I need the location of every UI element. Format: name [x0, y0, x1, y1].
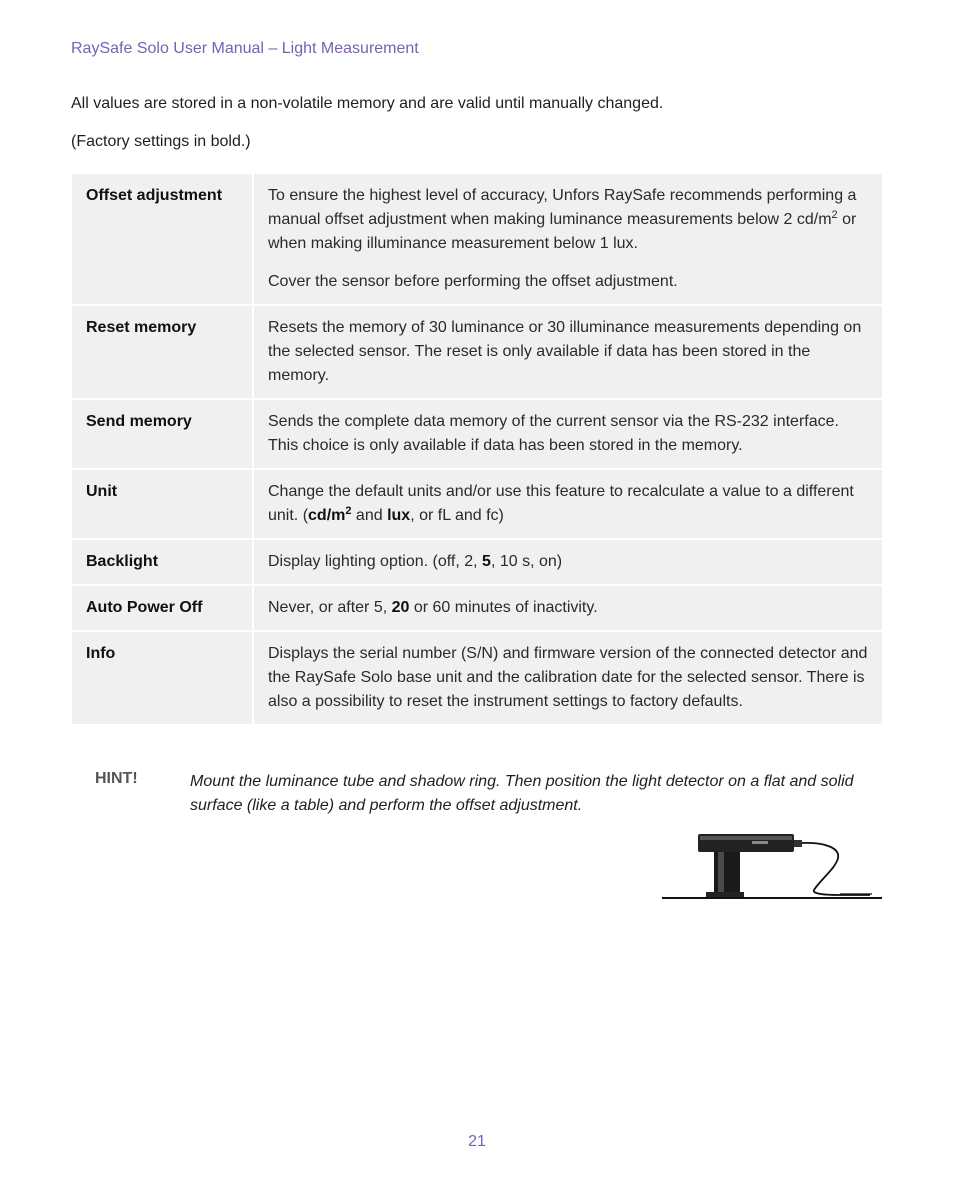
hint-text: Mount the luminance tube and shadow ring. Then position the light detector on a flat and solid surface (like a table) and perform the offset adjustment. — [190, 773, 854, 814]
unit-bold-cdm: cd/m — [308, 507, 346, 524]
offset-paragraph-2: Cover the sensor before performing the offset adjustment. — [268, 273, 678, 290]
unit-text-1: Change the default units and/or use this feature to recalculate a value to a different unit. ( — [268, 483, 854, 524]
table-row — [72, 174, 882, 306]
setting-label-info: Info — [72, 632, 254, 726]
backlight-text-1: Display lighting option. (off, 2, — [268, 553, 483, 570]
settings-table — [72, 174, 882, 726]
backlight-text-2: , 10 s, on) — [490, 553, 563, 570]
setting-description-auto-power-off — [254, 586, 882, 632]
setting-description-reset-memory: Resets the memory of 30 luminance or 30 illuminance measurements depending on the selected sensor. The reset is only available if data has been stored in the memory. — [254, 306, 882, 400]
unit-bold-lux: lux — [387, 507, 411, 524]
setting-description-send-memory: Sends the complete data memory of the current sensor via the RS-232 interface. This choice is only available if data has been stored in the memory. — [254, 400, 882, 470]
offset-superscript: 2 — [831, 209, 838, 221]
setting-description-offset-adjustment — [254, 174, 882, 306]
table-row — [72, 586, 882, 632]
unit-bold-cdm2 — [308, 507, 351, 524]
setting-label-reset-memory: Reset memory — [72, 306, 254, 400]
light-detector-on-table-illustration — [660, 828, 884, 902]
table-row — [72, 540, 882, 586]
setting-description-info: Displays the serial number (S/N) and firmware version of the connected detector and the RaySafe Solo base unit and the calibration date for the selected sensor. There is also a possibility to reset the instrument settings to factory defaults. — [254, 632, 882, 726]
setting-label-send-memory: Send memory — [72, 400, 254, 470]
unit-text-2: , or fL and fc) — [410, 507, 504, 524]
setting-label-auto-power-off: Auto Power Off — [72, 586, 254, 632]
offset-text-2: or when making illuminance measurement below 1 lux. — [268, 211, 857, 252]
unit-text-mid: and — [351, 507, 388, 524]
setting-description-backlight — [254, 540, 882, 586]
auto-power-off-default-value: 20 — [391, 599, 410, 616]
hint-label: HINT! — [95, 770, 138, 787]
offset-paragraph-1 — [268, 184, 868, 256]
page-header-title: RaySafe Solo User Manual – Light Measurement — [71, 40, 419, 57]
factory-settings-note: (Factory settings in bold.) — [71, 133, 251, 150]
auto-power-off-text-2: or 60 minutes of inactivity. — [409, 599, 598, 616]
table-row — [72, 470, 882, 540]
setting-label-unit: Unit — [72, 470, 254, 540]
intro-text: All values are stored in a non-volatile memory and are valid until manually changed. — [71, 95, 664, 112]
page-number: 21 — [468, 1133, 486, 1150]
unit-superscript: 2 — [345, 505, 352, 517]
table-row — [72, 400, 882, 470]
setting-label-backlight: Backlight — [72, 540, 254, 586]
setting-label-offset-adjustment: Offset adjustment — [72, 174, 254, 306]
backlight-default-value: 5 — [482, 553, 491, 570]
table-row — [72, 306, 882, 400]
offset-text-1: To ensure the highest level of accuracy, Unfors RaySafe recommends performing a manual offset adjustment when making luminance measurements below 2 cd/m — [268, 187, 857, 228]
auto-power-off-text-1: Never, or after 5, — [268, 599, 392, 616]
table-row — [72, 632, 882, 726]
setting-description-unit — [254, 470, 882, 540]
